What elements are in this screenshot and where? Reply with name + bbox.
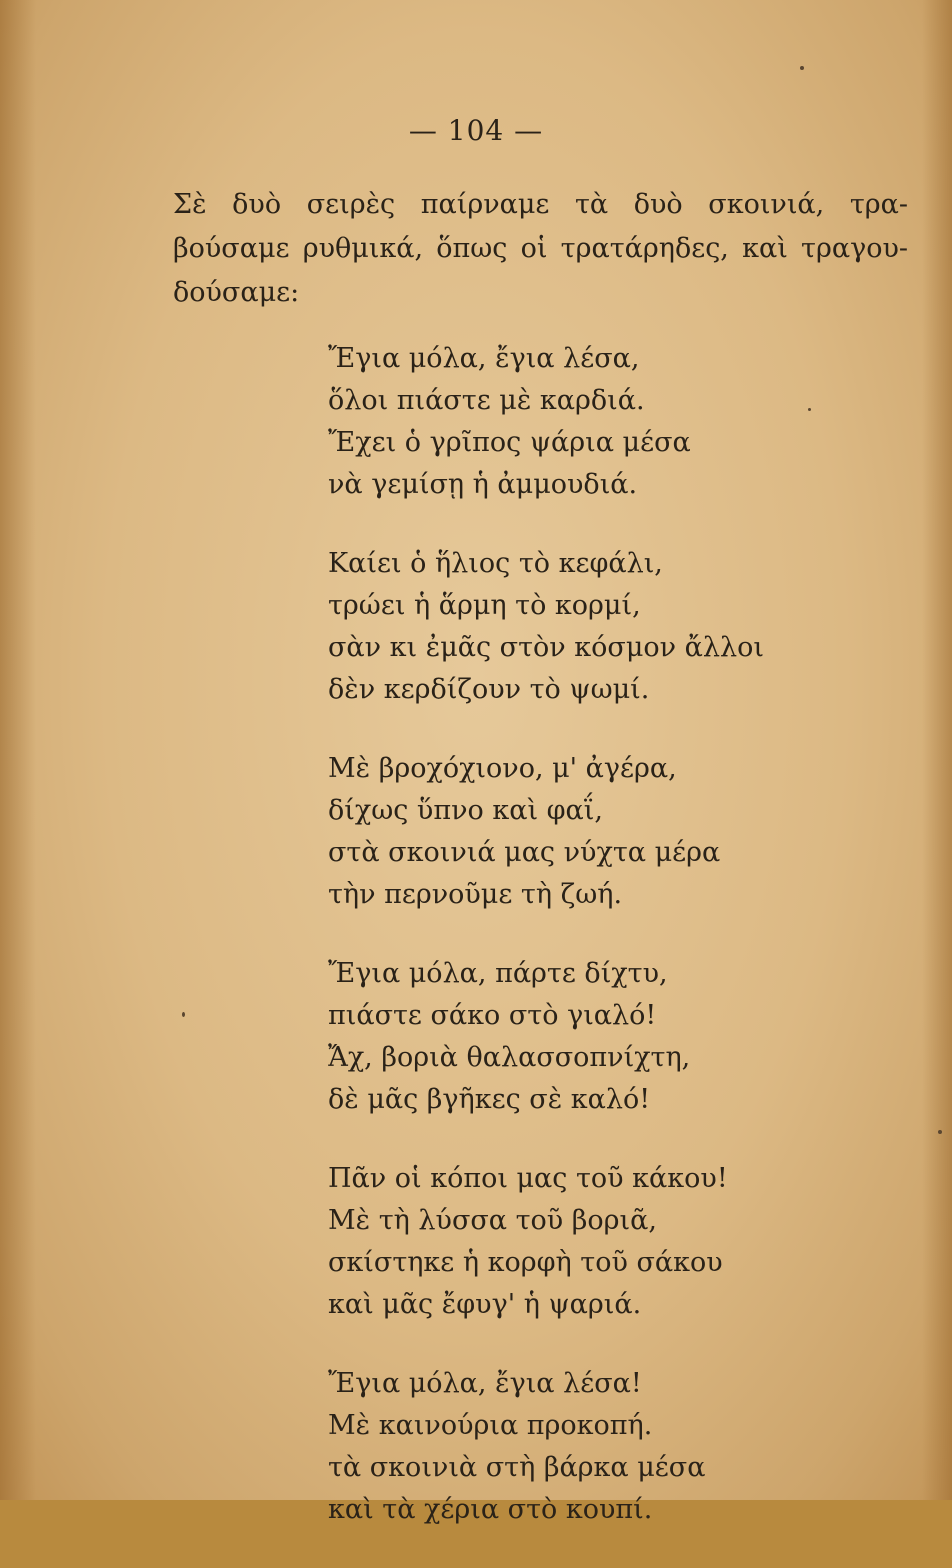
verse-line: Ἔγια μόλα, πάρτε δίχτυ, (328, 958, 668, 989)
verse-line: πιάστε σάκο στὸ γιαλό! (328, 1000, 657, 1031)
verse-line: Ἄχ, βοριὰ θαλασσοπνίχτη, (328, 1042, 691, 1073)
verse-line: δίχως ὕπνο καὶ φαΐ, (328, 795, 603, 826)
stanza-5 (328, 1158, 788, 1326)
ink-speck (808, 408, 811, 411)
verse-line: δὲ μᾶς βγῆκες σὲ καλό! (328, 1084, 651, 1115)
ink-speck (800, 66, 804, 70)
verse-line: σὰν κι ἐμᾶς στὸν κόσμον ἄλλοι (328, 632, 764, 663)
verse-line: τὴν περνοῦμε τὴ ζωή. (328, 879, 623, 910)
ink-speck (182, 1012, 185, 1017)
verse-line: Μὲ καινούρια προκοπή. (328, 1410, 653, 1441)
verse-line: Πᾶν οἱ κόποι μας τοῦ κάκου! (328, 1163, 728, 1194)
page-number: — 104 — (408, 114, 544, 147)
stanza-1 (328, 338, 788, 506)
verse-line: νὰ γεμίσῃ ἡ ἀμμουδιά. (328, 469, 638, 500)
verse-line: Ἔγια μόλα, ἔγια λέσα! (328, 1368, 642, 1399)
verse-line: καὶ μᾶς ἔφυγ' ἡ ψαριά. (328, 1289, 642, 1320)
verse-line: Ἔχει ὁ γρῖπος ψάρια μέσα (328, 427, 691, 458)
prose-line: δούσαμε: (173, 277, 300, 308)
prose-line: βούσαμε ρυθμικά, ὅπως οἱ τρατάρηδες, καὶ τραγου- (173, 233, 908, 264)
verse-line: Μὲ τὴ λύσσα τοῦ βοριᾶ, (328, 1205, 657, 1236)
prose-paragraph (173, 183, 908, 315)
poem (328, 338, 788, 1568)
verse-line: ὅλοι πιάστε μὲ καρδιά. (328, 385, 645, 416)
verse-line: τὰ σκοινιὰ στὴ βάρκα μέσα (328, 1452, 706, 1483)
stanza-2 (328, 543, 788, 711)
verse-line: Καίει ὁ ἥλιος τὸ κεφάλι, (328, 548, 663, 579)
verse-line: Μὲ βροχόχιονο, μ' ἀγέρα, (328, 753, 677, 784)
page-edge-left-shadow (0, 0, 36, 1500)
stanza-3 (328, 748, 788, 916)
verse-line: Ἔγια μόλα, ἔγια λέσα, (328, 343, 640, 374)
ink-speck (938, 1130, 942, 1134)
verse-line: σκίστηκε ἡ κορφὴ τοῦ σάκου (328, 1247, 723, 1278)
verse-line: στὰ σκοινιά μας νύχτα μέρα (328, 837, 721, 868)
stanza-6 (328, 1363, 788, 1531)
stanza-4 (328, 953, 788, 1121)
page-edge-right-shadow (922, 0, 952, 1500)
verse-line: καὶ τὰ χέρια στὸ κουπί. (328, 1494, 653, 1525)
verse-line: τρώει ἡ ἅρμη τὸ κορμί, (328, 590, 641, 621)
verse-line: δὲν κερδίζουν τὸ ψωμί. (328, 674, 650, 705)
prose-line: Σὲ δυὸ σειρὲς παίρναμε τὰ δυὸ σκοινιά, τρα- (173, 189, 908, 220)
